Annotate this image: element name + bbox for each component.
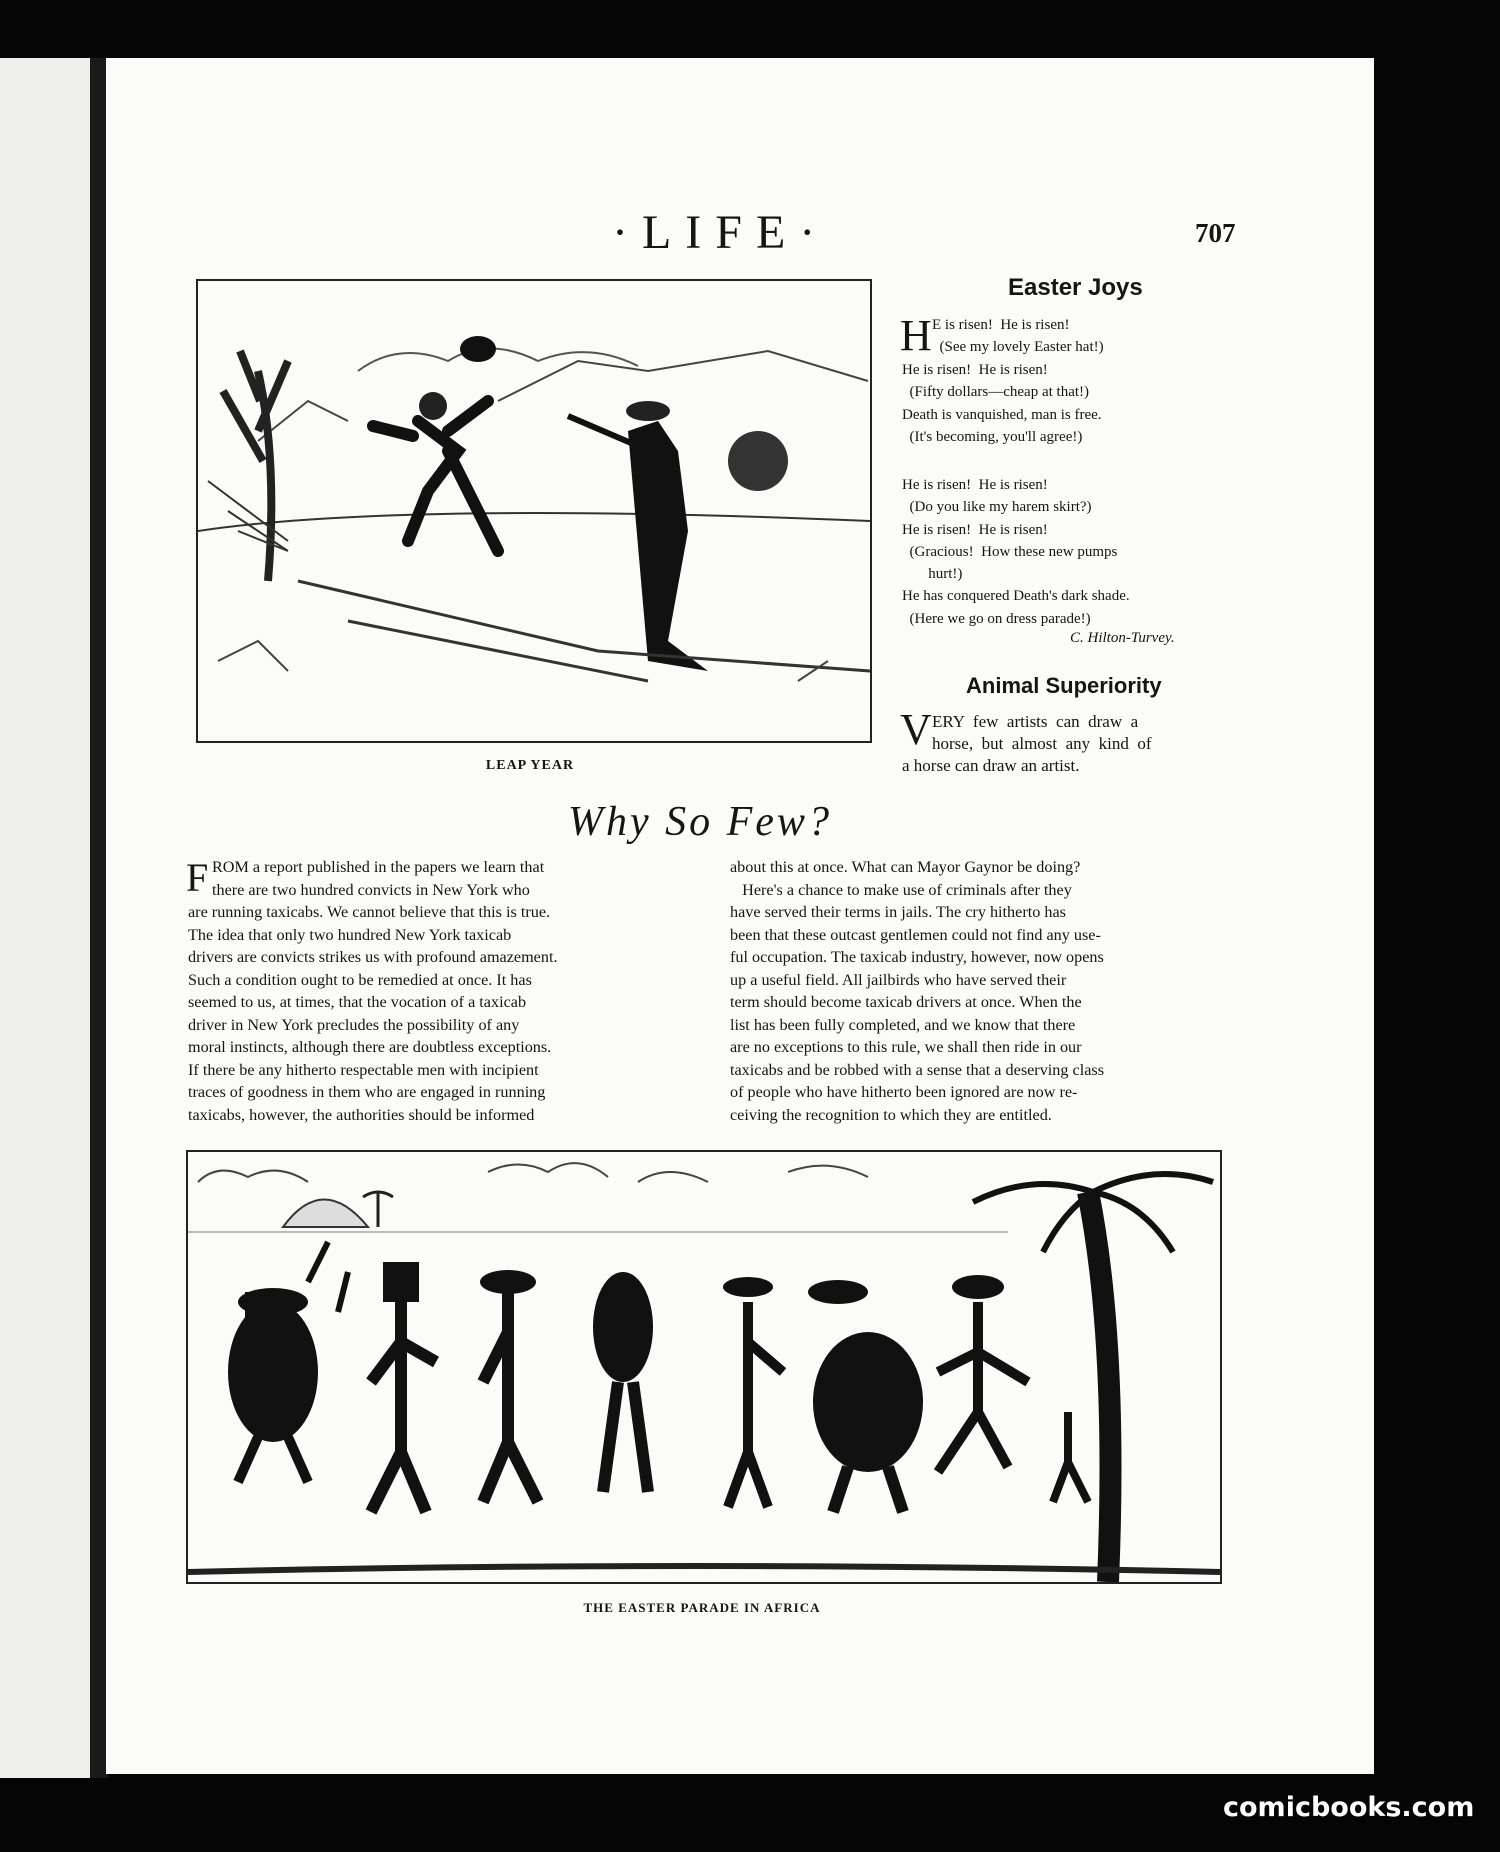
article-line: taxicabs and be robbed with a sense that a deserving class [730,1060,1104,1079]
poem-line: (See my lovely Easter hat!) [932,339,1104,356]
leap-year-drawing [198,281,870,741]
easter-parade-drawing [188,1152,1220,1582]
poem-line: Death is vanquished, man is free. [902,406,1102,423]
leap-year-caption: LEAP YEAR [485,758,575,773]
parade-caption: THE EASTER PARADE IN AFRICA [583,1600,821,1615]
article-column-2 [730,856,1235,1126]
article-line: are no exceptions to this rule, we shall then ride in our [730,1038,1082,1056]
easter-parade-illustration [186,1150,1222,1584]
page-number: 707 [1195,218,1236,248]
article-line: list has been fully completed, and we know that there [730,1015,1076,1034]
article-line: have served their terms in jails. The cry hitherto has [730,903,1066,921]
article-column-1 [188,856,690,1126]
article-line: moral instincts, although there are doubtless exceptions. [188,1038,552,1056]
article-line: about this at once. What can Mayor Gaynor be doing? [730,858,1081,876]
poem-line: He has conquered Death's dark shade. [902,588,1130,605]
poem-line: hurt!) [902,566,963,583]
article-line: taxicabs, however, the authorities should be informed [188,1105,535,1124]
animal-title: Animal Superiority [966,673,1162,698]
article-line: If there be any hitherto respectable men with incipient [188,1060,539,1079]
poem-line: He is risen! He is risen! [902,477,1048,493]
poem-stanza-1 [932,314,1262,359]
poem-title: Easter Joys [1008,274,1143,301]
article-line: traces of goodness in them who are engaged in running [188,1083,546,1101]
poem-line: (Do you like my harem skirt?) [902,499,1092,516]
animal-line: a horse can draw an artist. [902,756,1080,775]
poem-line: (Fifty dollars—cheap at that!) [902,384,1090,401]
poem-stanza-2 [902,474,1232,630]
article-line: ROM a report published in the papers we learn that [212,858,545,876]
masthead: ·LIFE· [612,206,830,259]
article-line: of people who have hitherto been ignored are now re- [730,1083,1078,1101]
poem-stanza-1-cont [902,359,1232,448]
poem-author: C. Hilton-Turvey. [1070,630,1175,646]
article-line: ceiving the recognition to which they are entitled. [730,1105,1052,1124]
article-title: Why So Few? [568,799,832,845]
leap-year-illustration [196,279,872,743]
article-line: up a useful field. All jailbirds who have served their [730,970,1067,989]
animal-line: horse, but almost any kind of [932,734,1152,753]
poem-line: (It's becoming, you'll agree!) [902,428,1083,445]
article-line: are running taxicabs. We cannot believe that this is true. [188,903,551,921]
animal-line: ERY few artists can draw a [932,712,1139,731]
article-dropcap: F [186,855,209,900]
poem-line: (Gracious! How these new pumps [902,543,1118,560]
poem-line: (Here we go on dress parade!) [902,610,1091,627]
poem-line: He is risen! He is risen! [902,362,1048,378]
site-watermark: comicbooks.com [1223,1792,1475,1823]
article-line: Here's a chance to make use of criminals after they [730,880,1072,899]
article-line: seemed to us, at times, that the vocation of a taxicab [188,993,527,1011]
facing-page-edge [0,58,92,1778]
article-line: there are two hundred convicts in New York who [212,880,530,899]
poem-line: He is risen! He is risen! [902,521,1048,538]
article-line: driver in New York precludes the possibility of any [188,1015,520,1034]
article-line: ful occupation. The taxicab industry, however, now opens [730,948,1104,966]
article-line: Such a condition ought to be remedied at once. It has [188,970,532,989]
article-line: been that these outcast gentlemen could not find any use- [730,925,1101,944]
article-line: drivers are convicts strikes us with profound amazement. [188,948,558,966]
poem-line: E is risen! He is risen! [932,317,1070,333]
animal-dropcap: V [900,705,932,754]
poem-dropcap: H [900,311,932,360]
article-line: term should become taxicab drivers at once. When the [730,993,1082,1011]
article-line: The idea that only two hundred New York taxicab [188,925,512,944]
